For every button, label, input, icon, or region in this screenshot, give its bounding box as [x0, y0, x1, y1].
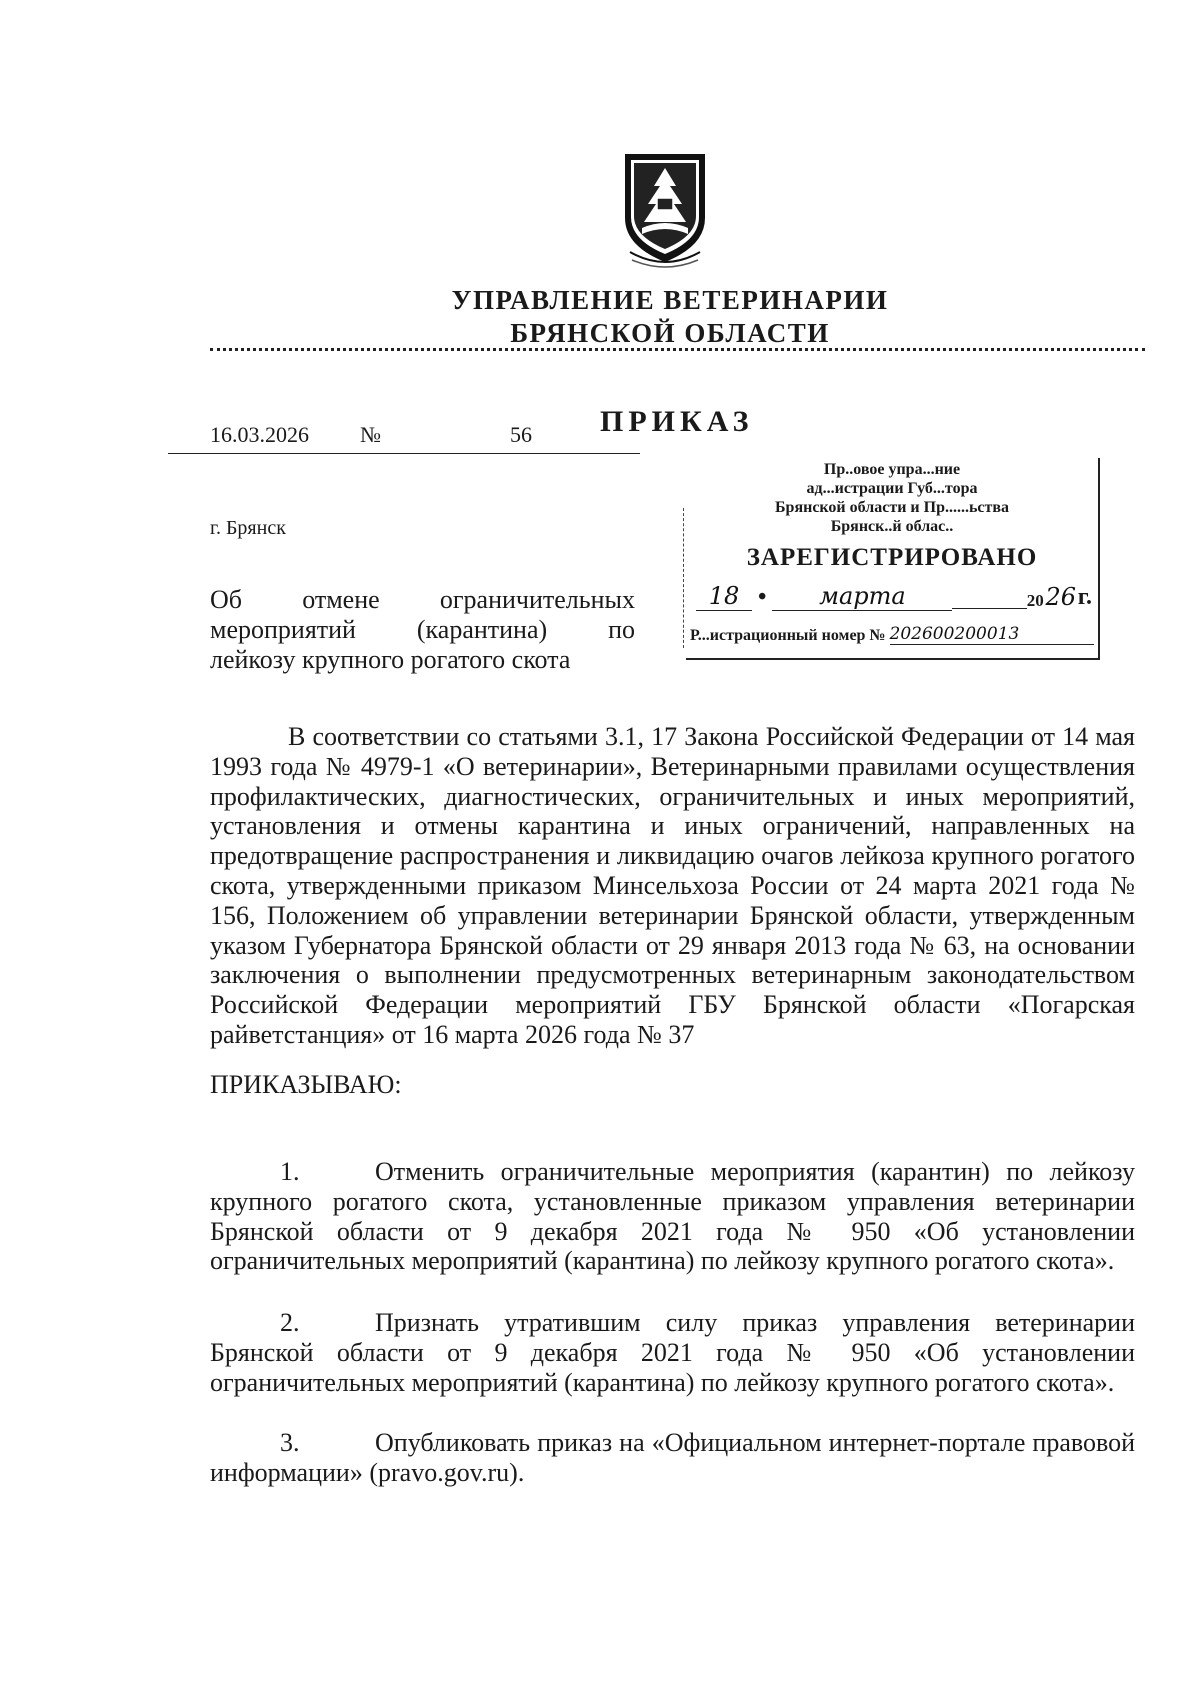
stamp-authority-line2: ад...истрации Губ...тора	[806, 480, 978, 497]
coat-of-arms-icon	[620, 148, 710, 268]
subject-word: отмене	[302, 585, 380, 614]
stamp-date	[696, 582, 1092, 611]
stamp-reg-label: Р...истрационный номер №	[690, 627, 886, 644]
item-text: Отменить ограничительные мероприятия (карантин) по лейкозу крупного рогатого скота, установленные приказом управления ветеринарии Брянской области от 9 декабря 2021 года № 950 «Об установлении ограничительных мероприятий (карантина) по лейкозу крупного рогатого скота».	[210, 1157, 1135, 1276]
registration-stamp	[686, 458, 1100, 660]
document-subject	[210, 585, 635, 675]
order-word: ПРИКАЗЫВАЮ:	[210, 1070, 402, 1099]
item-text: Опубликовать приказ на «Официальном интернет-портале правовой информации» (pravo.gov.ru).	[210, 1428, 1135, 1487]
subject-line2	[210, 615, 635, 645]
subject-word: мероприятий	[210, 615, 356, 644]
stamp-authority-line4: Брянск..й облас..	[830, 518, 954, 535]
stamp-reg-number: 202600200013	[890, 624, 1094, 645]
document-type-title: ПРИКАЗ	[600, 405, 754, 438]
subject-word: ограничительных	[439, 585, 635, 614]
stamp-authority-line1: Пр..овое упра...ние	[823, 461, 961, 478]
number-sign: №	[360, 422, 381, 447]
item-number: 2.	[280, 1308, 300, 1337]
document-number: 56	[510, 422, 532, 447]
organization-name-line2: БРЯНСКОЙ ОБЛАСТИ	[510, 318, 830, 348]
stamp-date-separator: •	[758, 584, 767, 610]
stamp-year-prefix: 20	[1026, 591, 1044, 610]
stamp-year-suffix: 26	[1045, 583, 1077, 611]
order-item-1	[210, 1157, 1135, 1276]
subject-line3: лейкозу крупного рогатого скота	[210, 645, 571, 674]
item-text: Признать утратившим силу приказ управления ветеринарии Брянской области от 9 декабря 2021 года № 950 «Об установлении ограничительных мероприятий (карантина) по лейкозу крупного рогатого скота».	[210, 1308, 1135, 1397]
order-item-3	[210, 1428, 1135, 1488]
organization-name-line1: УПРАВЛЕНИЕ ВЕТЕРИНАРИИ	[451, 285, 889, 315]
stamp-registration-number	[690, 624, 1094, 645]
document-city: г. Брянск	[210, 517, 286, 539]
stamp-date-blank	[952, 607, 1026, 609]
header-dotted-divider	[210, 348, 1145, 351]
date-number-underline	[168, 453, 640, 454]
body-intro-paragraph: В соответствии со статьями 3.1, 17 Закона Российской Федерации от 14 мая 1993 года № 4979-1 «О ветеринарии», Ветеринарными правилами осуществления профилактических, диагностических, ограничительных и иных мероприятий, установления и отмены карантина и иных ограничений, направленных на предотвращение распространения и ликвидацию очагов лейкоза крупного рогатого скота, утвержденными приказом Минсельхоза России от 24 марта 2021 года № 156, Положением об управлении ветеринарии Брянской области, утвержденным указом Губернатора Брянской области от 29 января 2013 года № 63, на основании заключения о выполнении предусмотренных ветеринарным законодательством Российской Федерации мероприятий ГБУ Брянской области «Погарская райветстанция» от 16 марта 2026 года № 37	[210, 722, 1135, 1049]
stamp-month: марта	[772, 582, 952, 611]
item-number: 1.	[280, 1157, 300, 1186]
item-number: 3.	[280, 1428, 300, 1457]
subject-line1	[210, 585, 635, 615]
subject-word: по	[608, 615, 635, 644]
stamp-registered-label: ЗАРЕГИСТРИРОВАНО	[746, 544, 1038, 571]
stamp-authority-line3: Брянской области и Пр......ьства	[774, 499, 1010, 516]
stamp-day: 18	[696, 582, 752, 611]
order-item-2	[210, 1308, 1135, 1397]
stamp-year-end: г.	[1077, 584, 1092, 610]
document-date: 16.03.2026	[210, 422, 309, 447]
subject-word: Об	[210, 585, 243, 614]
subject-word: (карантина)	[416, 615, 548, 644]
